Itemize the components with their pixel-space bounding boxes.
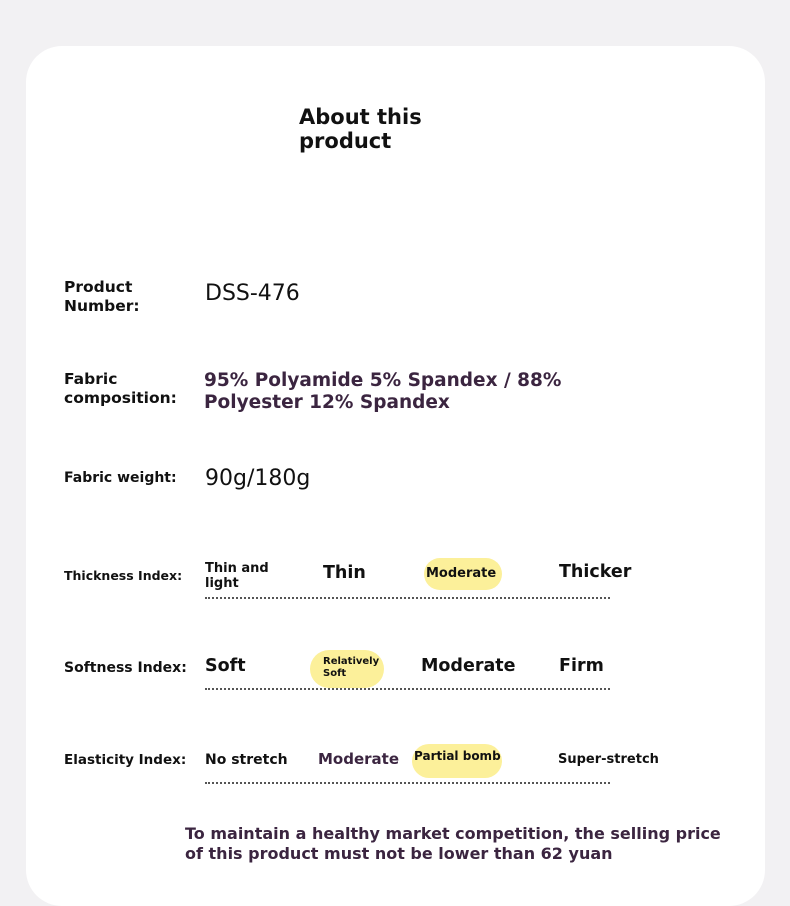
elasticity-option-partial-bomb: Partial bomb	[414, 749, 501, 763]
elasticity-index-label: Elasticity Index:	[64, 752, 187, 768]
thickness-option-thin-and-light: Thin and light	[205, 561, 269, 591]
thickness-option-moderate: Moderate	[426, 566, 497, 581]
softness-option-moderate: Moderate	[421, 656, 516, 676]
softness-option-soft: Soft	[205, 656, 246, 676]
minimum-price-notice: To maintain a healthy market competition, the selling price of this product must not be lower than 62 yuan	[185, 824, 721, 863]
softness-option-relatively-soft: Relatively Soft	[323, 656, 380, 679]
fabric-composition-label: Fabric composition:	[64, 370, 177, 407]
thickness-option-thicker: Thicker	[559, 562, 632, 582]
softness-scale-line	[205, 688, 610, 690]
softness-option-firm: Firm	[559, 656, 604, 676]
fabric-weight-value: 90g/180g	[205, 466, 311, 491]
product-number-label: Product Number:	[64, 278, 140, 315]
page-title: About this product	[299, 105, 422, 153]
fabric-weight-label: Fabric weight:	[64, 470, 177, 486]
thickness-scale-line	[205, 597, 610, 599]
product-number-value: DSS-476	[205, 281, 300, 306]
elasticity-option-super-stretch: Super-stretch	[558, 752, 659, 767]
elasticity-option-moderate: Moderate	[318, 750, 400, 768]
softness-index-label: Softness Index:	[64, 660, 187, 676]
thickness-index-label: Thickness Index:	[64, 568, 183, 583]
elasticity-option-no-stretch: No stretch	[205, 752, 288, 768]
elasticity-scale-line	[205, 782, 610, 784]
fabric-composition-value: 95% Polyamide 5% Spandex / 88% Polyester 12% Spandex	[204, 370, 562, 413]
thickness-option-thin: Thin	[323, 563, 366, 583]
